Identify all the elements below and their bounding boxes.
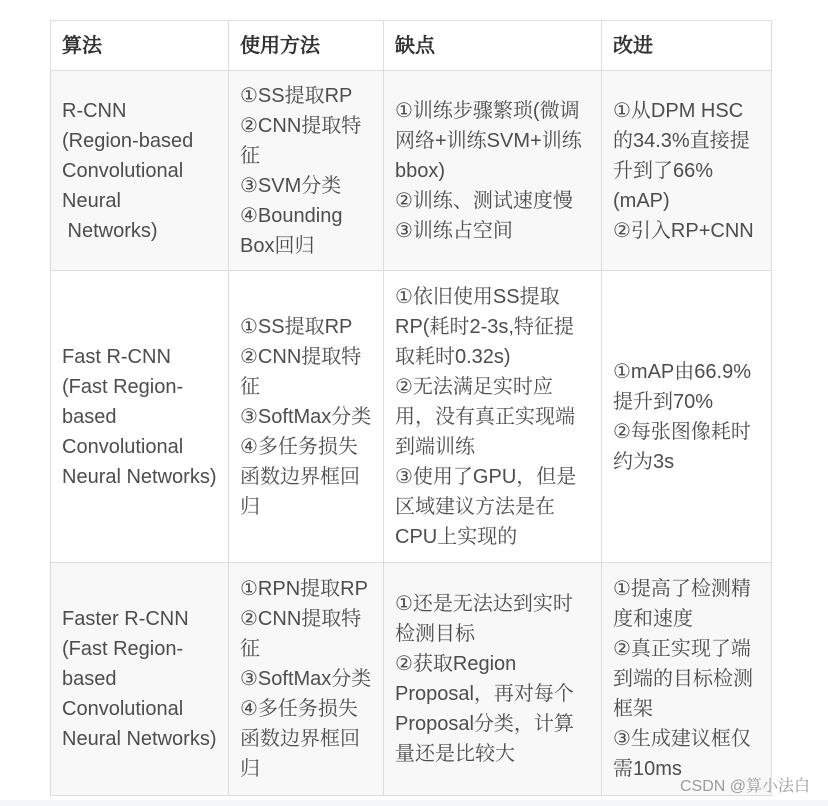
cell-text-line: 检测目标 <box>395 623 475 645</box>
cell-text-line: ④Bounding <box>240 204 343 227</box>
cell-text-line: ①SS提取RP <box>240 84 353 107</box>
page-bottom-strip <box>0 800 828 806</box>
cell-algorithm <box>51 563 229 796</box>
cell-text-line: Networks) <box>62 219 158 242</box>
cell-text-line: ①SS提取RP <box>240 315 353 338</box>
cell-algorithm <box>51 271 229 563</box>
cell-text-line: R-CNN <box>62 99 127 122</box>
cell-text-line: 函数边界框回 <box>240 465 360 488</box>
cell-text-line: 区域建议方法是在 <box>395 495 555 518</box>
cell-text-line: ①mAP由66.9% <box>613 360 751 383</box>
cell-text-line: 升到了66% <box>613 159 714 182</box>
cell-drawback <box>384 563 602 796</box>
cell-text-line: Faster R-CNN <box>62 608 189 630</box>
cell-text-line: 征 <box>240 375 260 398</box>
cell-text-line: 提升到70% <box>613 390 714 413</box>
cell-text-line: Fast R-CNN <box>62 345 171 368</box>
cell-text-line: based <box>62 668 117 690</box>
cell-text-line: 需10ms <box>613 758 682 780</box>
cell-text-line: Proposal分类，计算 <box>395 713 574 735</box>
comparison-table <box>50 20 772 796</box>
table-row <box>51 71 772 271</box>
cell-method <box>229 563 384 796</box>
cell-text-line: ②获取Region <box>395 653 517 675</box>
cell-drawback <box>384 71 602 271</box>
cell-text-line: RP(耗时2-3s,特征提 <box>395 315 574 338</box>
header-algorithm: 算法 <box>51 21 229 71</box>
cell-text-line: ①训练步骤繁琐(微调 <box>395 99 580 122</box>
header-method: 使用方法 <box>229 21 384 71</box>
cell-text-line: 归 <box>240 495 260 518</box>
cell-drawback <box>384 271 602 563</box>
table-header-row <box>51 21 772 71</box>
header-drawback: 缺点 <box>384 21 602 71</box>
cell-text-line: based <box>62 405 117 428</box>
cell-text-line: 取耗时0.32s) <box>395 345 511 368</box>
cell-text-line: Box回归 <box>240 234 315 257</box>
header-improvement: 改进 <box>602 21 772 71</box>
cell-text-line: ④多任务损失 <box>240 698 358 720</box>
cell-text-line: Neural Networks) <box>62 465 217 488</box>
cell-text-line: 的34.3%直接提 <box>613 129 750 152</box>
cell-text-line: ②训练、测试速度慢 <box>395 189 573 212</box>
cell-text-line: Convolutional <box>62 698 184 720</box>
cell-text-line: 函数边界框回 <box>240 728 360 750</box>
cell-text-line: (Fast Region- <box>62 638 184 660</box>
cell-text-line: 征 <box>240 144 260 167</box>
table-row <box>51 563 772 796</box>
cell-text-line: bbox) <box>395 159 446 182</box>
cell-improvement <box>602 71 772 271</box>
cell-text-line: 框架 <box>613 698 653 720</box>
cell-text-line: ②每张图像耗时 <box>613 420 751 443</box>
cell-text-line: ③训练占空间 <box>395 219 513 242</box>
cell-text-line: ③SVM分类 <box>240 174 342 197</box>
cell-text-line: ③使用了GPU，但是 <box>395 465 577 488</box>
cell-text-line: ③SoftMax分类 <box>240 668 372 690</box>
cell-method <box>229 71 384 271</box>
cell-text-line: (Fast Region- <box>62 375 184 398</box>
cell-text-line: ②CNN提取特 <box>240 345 362 368</box>
cell-text-line: ①依旧使用SS提取 <box>395 285 560 308</box>
cell-text-line: 量还是比较大 <box>395 743 515 765</box>
cell-improvement <box>602 271 772 563</box>
cell-text-line: ④多任务损失 <box>240 435 358 458</box>
cell-text-line: Neural Networks) <box>62 728 217 750</box>
cell-text-line: Convolutional <box>62 435 184 458</box>
cell-text-line: 约为3s <box>613 450 675 473</box>
cell-text-line: ②CNN提取特 <box>240 114 362 137</box>
cell-text-line: 度和速度 <box>613 608 693 630</box>
cell-improvement <box>602 563 772 796</box>
cell-text-line: 征 <box>240 638 260 660</box>
cell-text-line: Proposal，再对每个 <box>395 683 574 705</box>
cell-text-line: Convolutional <box>62 159 184 182</box>
cell-text-line: ②引入RP+CNN <box>613 219 754 242</box>
cell-text-line: 归 <box>240 758 260 780</box>
cell-text-line: ②无法满足实时应 <box>395 375 553 398</box>
cell-text-line: ①提高了检测精 <box>613 578 751 600</box>
cell-text-line: 网络+训练SVM+训练 <box>395 129 582 152</box>
cell-text-line: ②真正实现了端 <box>613 638 751 660</box>
cell-text-line: (Region-based <box>62 129 194 152</box>
cell-text-line: Neural <box>62 189 121 212</box>
table-row <box>51 271 772 563</box>
cell-text-line: ①RPN提取RP <box>240 578 368 600</box>
cell-text-line: 用，没有真正实现端 <box>395 405 575 428</box>
cell-text-line: ①从DPM HSC <box>613 99 744 122</box>
cell-text-line: ①还是无法达到实时 <box>395 593 573 615</box>
cell-text-line: ③SoftMax分类 <box>240 405 372 428</box>
cell-text-line: 到端的目标检测 <box>613 668 753 690</box>
cell-text-line: ③生成建议框仅 <box>613 728 751 750</box>
cell-text-line: 到端训练 <box>395 435 475 458</box>
cell-algorithm <box>51 71 229 271</box>
cell-method <box>229 271 384 563</box>
watermark: CSDN @算小法白 <box>680 778 811 795</box>
cell-text-line: (mAP) <box>613 189 670 212</box>
cell-text-line: CPU上实现的 <box>395 525 518 548</box>
cell-text-line: ②CNN提取特 <box>240 608 362 630</box>
